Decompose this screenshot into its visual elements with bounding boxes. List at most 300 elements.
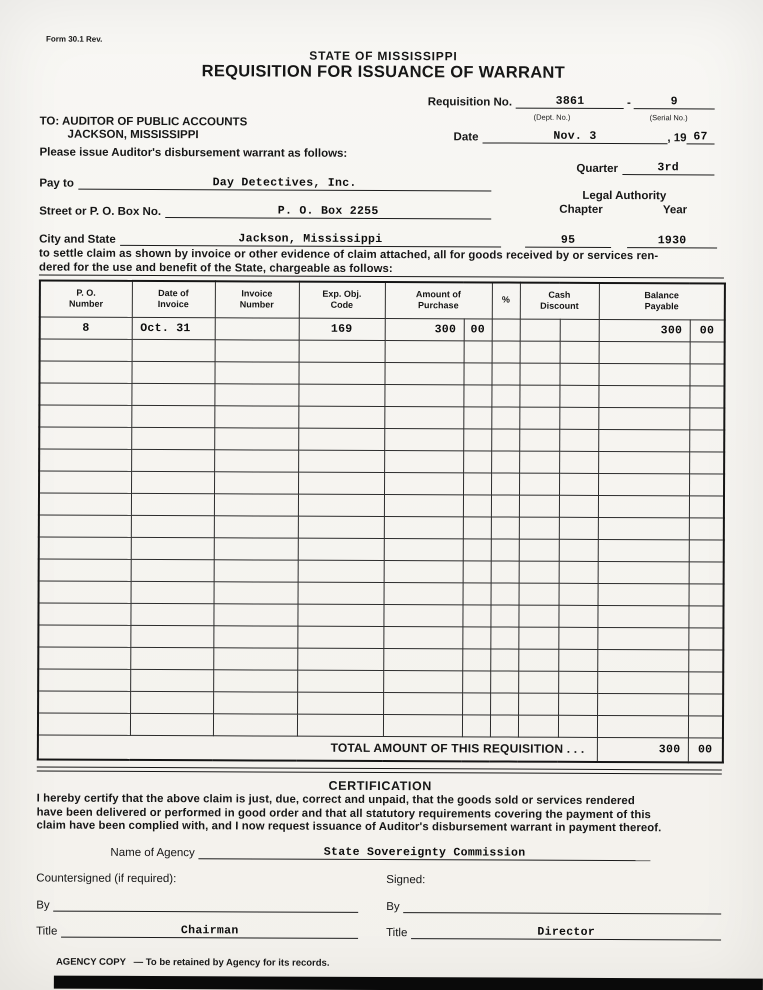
table-cell	[214, 515, 298, 537]
table-cell	[491, 516, 519, 538]
table-cell	[519, 407, 559, 429]
table-cell	[689, 385, 724, 407]
requisition-table-body	[38, 317, 725, 738]
table-cell: 00	[690, 319, 725, 341]
footer-note-text: — To be retained by Agency for its records.	[133, 956, 330, 969]
table-cell	[519, 363, 559, 385]
table-cell	[490, 670, 518, 692]
table-cell	[215, 339, 299, 361]
requisition-number-separator: -	[626, 97, 631, 110]
table-cell	[39, 361, 131, 383]
pay-to-value: Day Detectives, Inc.	[212, 176, 357, 190]
table-cell	[518, 715, 558, 737]
table-cell	[491, 582, 519, 604]
table-row	[39, 361, 724, 386]
col-header-invoice-number: Invoice Number	[215, 281, 299, 317]
table-cell: 169	[299, 318, 385, 340]
table-cell	[131, 537, 214, 559]
date-value: Nov. 3	[553, 129, 597, 143]
table-cell	[689, 407, 724, 429]
table-cell	[518, 627, 558, 649]
table-cell	[597, 693, 688, 715]
table-cell	[131, 559, 214, 581]
table-cell	[598, 407, 689, 429]
table-cell	[297, 670, 383, 692]
table-cell	[490, 604, 518, 626]
table-cell	[491, 472, 519, 494]
table-cell	[131, 493, 214, 515]
certification-paragraph	[37, 792, 725, 836]
table-cell	[490, 692, 518, 714]
table-cell	[689, 495, 724, 517]
table-cell	[131, 471, 214, 493]
table-cell	[384, 582, 463, 604]
table-row	[39, 515, 724, 540]
table-cell	[559, 561, 598, 583]
agency-copy-label: AGENCY COPY	[55, 956, 127, 968]
table-cell	[298, 560, 384, 582]
table-cell	[384, 428, 463, 450]
total-cents: 00	[688, 737, 723, 762]
table-cell	[464, 340, 492, 362]
table-cell	[38, 647, 130, 669]
table-cell	[598, 583, 689, 605]
table-cell	[688, 693, 723, 715]
table-cell	[214, 449, 298, 471]
table-cell	[688, 671, 723, 693]
table-cell	[491, 428, 519, 450]
table-cell	[38, 625, 130, 647]
table-cell	[490, 714, 518, 736]
table-cell	[490, 626, 518, 648]
table-row	[39, 581, 724, 606]
table-cell	[689, 363, 724, 385]
table-row	[39, 559, 724, 584]
table-cell	[298, 362, 384, 384]
table-cell	[597, 671, 688, 693]
title-value-left: Chairman	[180, 924, 239, 938]
table-cell	[463, 406, 491, 428]
table-cell	[385, 340, 464, 362]
col-header-po-number: P. O. Number	[40, 281, 132, 317]
table-cell	[384, 472, 463, 494]
table-cell: 300	[599, 319, 690, 341]
table-cell	[463, 428, 491, 450]
col-header-exp-obj-code: Exp. Obj. Code	[299, 282, 385, 318]
table-cell	[383, 626, 462, 648]
table-cell	[384, 516, 463, 538]
table-cell: Oct. 31	[132, 317, 215, 339]
table-cell	[131, 427, 214, 449]
table-row	[38, 713, 723, 738]
table-cell	[130, 713, 213, 735]
dept-number-value: 3861	[555, 94, 585, 108]
table-cell	[598, 429, 689, 451]
table-cell	[213, 669, 297, 691]
col-header-percent: %	[492, 282, 520, 318]
quarter-label: Quarter	[576, 162, 618, 176]
table-cell	[598, 363, 689, 385]
table-cell	[688, 605, 723, 627]
dept-number-caption: (Dept. No.)	[533, 112, 571, 122]
table-row	[39, 493, 724, 518]
table-cell	[214, 471, 298, 493]
table-cell	[131, 449, 214, 471]
table-cell	[38, 713, 130, 735]
table-cell	[558, 715, 597, 737]
countersigned-label: Countersigned (if required):	[36, 872, 177, 886]
table-cell	[39, 515, 131, 537]
table-cell	[215, 317, 299, 339]
table-cell	[689, 561, 724, 583]
street-label: Street or P. O. Box No.	[39, 205, 162, 219]
table-cell	[214, 427, 298, 449]
table-cell	[39, 537, 131, 559]
table-cell	[558, 627, 597, 649]
footer-note	[56, 957, 330, 969]
table-cell	[40, 339, 132, 361]
table-cell	[519, 495, 559, 517]
table-cell	[518, 693, 558, 715]
table-cell	[519, 539, 559, 561]
table-cell	[559, 539, 598, 561]
agency-name-value: State Sovereignty Commission	[323, 845, 526, 860]
table-cell	[214, 361, 298, 383]
pay-to-line	[39, 176, 491, 192]
certification-line-3: claim have been complied with, and I now request issuance of Auditor's disbursement warrant in payment thereof.	[36, 819, 662, 835]
table-cell	[298, 538, 384, 560]
table-cell	[559, 363, 598, 385]
table-cell	[599, 341, 690, 363]
table-cell	[130, 625, 213, 647]
table-cell	[688, 649, 723, 671]
table-cell	[38, 603, 130, 625]
title-label-right: Title	[386, 927, 408, 940]
title-label-left: Title	[36, 925, 58, 938]
table-cell	[598, 561, 689, 583]
table-cell	[384, 362, 463, 384]
table-cell	[384, 494, 463, 516]
table-cell	[597, 627, 688, 649]
table-cell	[689, 517, 724, 539]
table-cell	[598, 517, 689, 539]
table-cell	[131, 581, 214, 603]
total-label: TOTAL AMOUNT OF THIS REQUISITION . . .	[38, 735, 597, 762]
form-number: Form 30.1 Rev.	[45, 34, 103, 44]
table-cell	[39, 581, 131, 603]
quarter-value: 3rd	[657, 161, 680, 175]
table-cell	[689, 451, 724, 473]
table-cell	[39, 383, 131, 405]
chapter-value: 95	[560, 233, 576, 247]
table-cell	[560, 319, 599, 341]
table-cell	[298, 384, 384, 406]
quarter-line	[576, 161, 714, 176]
table-cell	[559, 583, 598, 605]
legal-authority-title: Legal Authority	[582, 189, 667, 203]
table-cell	[384, 538, 463, 560]
table-cell	[298, 428, 384, 450]
table-cell	[131, 383, 214, 405]
table-cell	[462, 692, 490, 714]
table-cell	[558, 605, 597, 627]
table-cell	[463, 384, 491, 406]
pay-to-label: Pay to	[39, 177, 74, 190]
addressee-line-1: TO: AUDITOR OF PUBLIC ACCOUNTS	[39, 115, 248, 129]
agency-name-line	[110, 845, 650, 861]
certification-line-2: have been delivered or performed in good order and that all statutory requirements covering the payment of this	[36, 806, 651, 821]
table-cell	[558, 671, 597, 693]
table-cell	[690, 341, 725, 363]
title-line-right	[386, 925, 721, 941]
signed-label: Signed:	[386, 874, 426, 887]
table-cell: 8	[40, 317, 132, 339]
table-cell	[491, 450, 519, 472]
table-cell	[598, 385, 689, 407]
total-row	[38, 735, 723, 763]
table-cell	[598, 495, 689, 517]
table-cell	[520, 319, 560, 341]
table-row	[40, 339, 725, 364]
table-cell	[214, 493, 298, 515]
table-cell	[214, 383, 298, 405]
date-year-value: 67	[693, 130, 708, 144]
by-line-right	[386, 899, 721, 914]
year-value-line	[627, 234, 717, 248]
table-cell	[463, 362, 491, 384]
table-cell	[689, 539, 724, 561]
table-cell	[213, 603, 297, 625]
table-cell	[213, 691, 297, 713]
table-cell	[463, 516, 491, 538]
certification-title: CERTIFICATION	[328, 778, 432, 794]
table-cell	[462, 626, 490, 648]
table-cell	[519, 561, 559, 583]
serial-number-value: 9	[670, 95, 678, 109]
table-cell	[519, 583, 559, 605]
table-cell	[520, 341, 560, 363]
table-cell	[384, 560, 463, 582]
title-value-right: Director	[537, 925, 596, 939]
table-cell	[297, 648, 383, 670]
table-cell	[492, 318, 520, 340]
table-cell: 300	[385, 318, 464, 340]
table-cell	[299, 340, 385, 362]
addressee-line-2: JACKSON, MISSISSIPPI	[67, 128, 199, 142]
table-cell	[38, 669, 130, 691]
table-cell	[558, 649, 597, 671]
table-cell	[689, 583, 724, 605]
table-cell	[518, 605, 558, 627]
table-cell	[559, 451, 598, 473]
table-row	[38, 625, 723, 650]
table-cell	[214, 405, 298, 427]
table-row	[38, 647, 723, 672]
by-label-right: By	[386, 901, 400, 914]
table-cell	[598, 451, 689, 473]
table-row	[38, 669, 723, 694]
table-bottom-rule	[37, 766, 722, 774]
table-cell	[213, 713, 297, 735]
col-header-amount-of-purchase: Amount of Purchase	[385, 282, 492, 318]
table-cell	[383, 692, 462, 714]
table-cell	[491, 384, 519, 406]
table-cell	[491, 494, 519, 516]
table-cell	[383, 670, 462, 692]
date-year-prefix: , 19	[667, 132, 687, 145]
table-cell	[490, 648, 518, 670]
table-row	[38, 603, 723, 628]
city-state-value: Jackson, Mississippi	[238, 232, 383, 247]
table-cell	[519, 517, 559, 539]
table-cell	[462, 648, 490, 670]
table-cell	[597, 715, 688, 737]
table-cell	[491, 538, 519, 560]
table-cell	[519, 451, 559, 473]
table-cell	[462, 604, 490, 626]
table-cell	[297, 604, 383, 626]
table-row	[39, 383, 724, 408]
table-cell	[298, 494, 384, 516]
table-cell	[560, 341, 599, 363]
col-header-date-of-invoice: Date of Invoice	[132, 281, 215, 317]
state-title: STATE OF MISSISSIPPI	[309, 48, 458, 64]
table-cell	[519, 429, 559, 451]
chapter-value-line	[525, 234, 611, 248]
form-title: REQUISITION FOR ISSUANCE OF WARRANT	[201, 62, 566, 82]
year-label: Year	[662, 204, 688, 217]
table-cell	[297, 714, 383, 736]
table-cell	[597, 605, 688, 627]
date-line	[454, 129, 715, 144]
table-row	[39, 537, 724, 562]
table-cell	[214, 581, 298, 603]
col-header-cash-discount: Cash Discount	[520, 283, 599, 319]
table-cell	[559, 495, 598, 517]
table-cell	[132, 339, 215, 361]
table-cell	[463, 582, 491, 604]
street-line	[39, 204, 491, 220]
table-row	[39, 471, 724, 496]
table-cell	[559, 473, 598, 495]
settle-clause-line-1: to settle claim as shown by invoice or other evidence of claim attached, all for goods received by or services ren-	[39, 247, 659, 263]
table-cell	[130, 603, 213, 625]
table-cell	[214, 559, 298, 581]
table-cell	[298, 406, 384, 428]
table-cell	[558, 693, 597, 715]
table-cell	[130, 647, 213, 669]
settle-clause	[39, 248, 727, 278]
table-cell	[492, 340, 520, 362]
table-cell	[298, 450, 384, 472]
table-cell	[463, 560, 491, 582]
table-cell	[462, 670, 490, 692]
table-cell	[688, 627, 723, 649]
col-header-balance-payable: Balance Payable	[599, 283, 725, 320]
table-cell	[463, 450, 491, 472]
table-cell	[384, 406, 463, 428]
table-cell	[213, 647, 297, 669]
table-cell	[131, 405, 214, 427]
table-cell	[383, 604, 462, 626]
title-line-left	[36, 923, 358, 938]
settle-clause-line-2: dered for the use and benefit of the State, chargeable as follows:	[38, 261, 393, 275]
table-cell	[39, 559, 131, 581]
table-cell	[462, 714, 490, 736]
agency-name-label: Name of Agency	[110, 846, 195, 860]
table-cell	[463, 494, 491, 516]
table-cell	[491, 406, 519, 428]
requisition-number-line	[428, 94, 715, 109]
table-cell	[214, 537, 298, 559]
table-cell	[384, 384, 463, 406]
year-value: 1930	[657, 234, 687, 248]
requisition-table	[37, 280, 726, 764]
table-cell	[130, 691, 213, 713]
table-cell	[297, 692, 383, 714]
table-cell	[491, 560, 519, 582]
serial-number-caption: (Serial No.)	[649, 113, 688, 123]
requisition-number-label: Requisition No.	[427, 96, 513, 109]
table-row	[40, 317, 725, 342]
table-cell	[131, 515, 214, 537]
table-row	[39, 427, 724, 452]
table-cell	[559, 407, 598, 429]
table-cell	[559, 429, 598, 451]
table-cell	[559, 385, 598, 407]
table-cell	[689, 473, 724, 495]
instruction-text: Please issue Auditor's disbursement warrant as follows:	[39, 146, 348, 160]
countersignature-blank	[54, 898, 359, 913]
table-cell	[689, 429, 724, 451]
table-row	[38, 691, 723, 716]
table-cell	[519, 473, 559, 495]
table-cell	[597, 649, 688, 671]
table-cell	[38, 691, 130, 713]
table-header-row	[40, 281, 725, 320]
table-cell	[39, 493, 131, 515]
date-label: Date	[453, 131, 479, 144]
table-cell	[297, 626, 383, 648]
table-cell: 00	[464, 318, 492, 340]
table-cell	[39, 427, 131, 449]
table-cell	[131, 361, 214, 383]
table-cell	[519, 385, 559, 407]
table-cell	[39, 405, 131, 427]
by-line-left	[36, 897, 358, 912]
table-cell	[559, 517, 598, 539]
table-cell	[130, 669, 213, 691]
table-cell	[39, 449, 131, 471]
table-cell	[598, 539, 689, 561]
total-dollars: 300	[597, 737, 688, 762]
table-cell	[463, 538, 491, 560]
by-label-left: By	[36, 899, 50, 912]
street-value: P. O. Box 2255	[277, 204, 379, 218]
certification-line-1: I hereby certify that the above claim is just, due, correct and unpaid, that the goods sold or services rendered	[36, 792, 635, 808]
signature-blank	[404, 899, 722, 914]
city-state-label: City and State	[39, 233, 116, 246]
table-cell	[383, 648, 462, 670]
scan-artifact-bar	[54, 976, 763, 990]
table-cell	[463, 472, 491, 494]
city-state-line	[39, 232, 501, 248]
table-row	[39, 449, 724, 474]
table-cell	[298, 516, 384, 538]
table-cell	[383, 714, 462, 736]
table-cell	[518, 649, 558, 671]
table-cell	[688, 715, 723, 737]
